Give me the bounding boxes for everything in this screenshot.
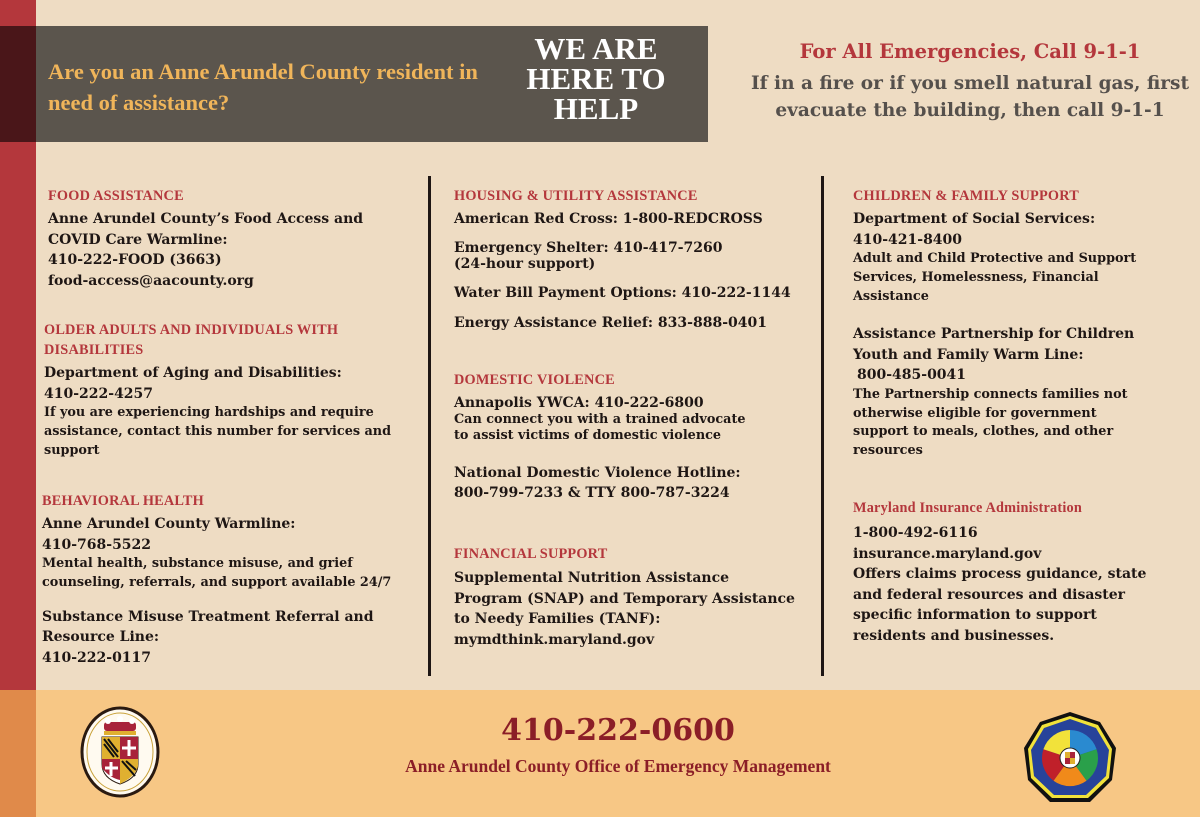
referral-name: Substance Misuse Treatment Referral and xyxy=(42,608,374,625)
header-question: Are you an Anne Arundel County resident in need of assistance? xyxy=(48,59,478,115)
emergency-notice xyxy=(740,38,1200,124)
warmline-desc: counseling, referrals, and support available 24/7 xyxy=(42,574,392,590)
aging-dept-phone: 410-222-4257 xyxy=(44,385,154,402)
referral-name: Resource Line: xyxy=(42,629,160,646)
shelter: Emergency Shelter: 410-417-7260 xyxy=(454,239,723,256)
warmline-phone: 410-768-5522 xyxy=(42,536,152,553)
footer-office-name: Anne Arundel County Office of Emergency Management xyxy=(405,756,831,776)
housing-section xyxy=(454,186,814,334)
aging-desc: If you are experiencing hardships and require xyxy=(44,405,374,420)
help-line-2: HERE TO xyxy=(526,61,666,96)
partnership-desc: resources xyxy=(853,443,923,459)
emergency-subtitle-line: If in a fire or if you smell natural gas, first xyxy=(750,73,1189,94)
water-bill: Water Bill Payment Options: 410-222-1144 xyxy=(454,284,791,301)
snap-line: Program (SNAP) and Temporary Assistance xyxy=(454,590,795,607)
food-line: Anne Arundel County’s Food Access and xyxy=(48,211,364,227)
column-divider xyxy=(821,176,824,676)
emergency-title: For All Emergencies, Call 9-1-1 xyxy=(799,40,1141,63)
help-line-1: WE ARE xyxy=(534,31,658,66)
footer xyxy=(36,690,1200,817)
food-assistance-section xyxy=(48,186,418,291)
food-line: COVID Care Warmline: xyxy=(48,231,228,248)
emergency-subtitle xyxy=(740,70,1200,124)
snap-line: Supplemental Nutrition Assistance xyxy=(454,570,730,586)
help-line-3: HELP xyxy=(553,91,639,126)
section-title: DOMESTIC VIOLENCE xyxy=(454,372,615,388)
left-accent-bar-footer xyxy=(0,690,36,817)
warmline-name: Anne Arundel County Warmline: xyxy=(42,516,296,532)
emergency-subtitle-line: evacuate the building, then call 9-1-1 xyxy=(775,100,1165,121)
aging-dept-name: Department of Aging and Disabilities: xyxy=(44,365,342,381)
ywca-desc: Can connect you with a trained advocate xyxy=(454,411,746,427)
partnership-desc: support to meals, clothes, and other xyxy=(853,424,1114,440)
snap-line: to Needy Families (TANF): xyxy=(454,611,661,627)
older-adults-section xyxy=(44,320,424,460)
dss-desc: Services, Homelessness, Financial xyxy=(853,269,1099,285)
snap-website: mymdthink.maryland.gov xyxy=(454,631,655,648)
left-accent-bar-dark xyxy=(0,26,36,142)
column-divider xyxy=(428,176,431,676)
insurance-section xyxy=(853,498,1193,646)
section-title: CHILDREN & FAMILY SUPPORT xyxy=(853,188,1079,204)
red-cross: American Red Cross: 1-800-REDCROSS xyxy=(454,211,763,227)
domestic-violence-section xyxy=(454,370,814,504)
food-phone: 410-222-FOOD (3663) xyxy=(48,252,222,268)
dss-name: Department of Social Services: xyxy=(853,211,1096,227)
section-title: FOOD ASSISTANCE xyxy=(48,188,184,204)
warmline-desc: Mental health, substance misuse, and grief xyxy=(42,556,353,571)
aging-desc: assistance, contact this number for services and xyxy=(44,423,392,439)
section-title: OLDER ADULTS AND INDIVIDUALS WITH xyxy=(44,322,339,338)
dss-desc: Assistance xyxy=(853,288,929,304)
insurance-desc: residents and businesses. xyxy=(853,627,1055,644)
insurance-desc: specific information to support xyxy=(853,607,1097,623)
hotline-phones: 800-799-7233 & TTY 800-787-3224 xyxy=(454,485,730,501)
children-family-section xyxy=(853,186,1193,461)
partnership-name: Assistance Partnership for Children xyxy=(853,326,1135,343)
section-title: DISABILITIES xyxy=(44,342,144,358)
shelter-hours: (24-hour support) xyxy=(454,256,596,272)
emergency-management-logo-icon xyxy=(1022,710,1118,806)
section-title: Maryland Insurance Administration xyxy=(853,500,1083,516)
aging-desc: support xyxy=(44,442,100,458)
ywca-desc: to assist victims of domestic violence xyxy=(454,428,722,443)
we-are-here-to-help xyxy=(496,31,696,126)
partnership-phone: 800-485-0041 xyxy=(857,367,967,384)
partnership-desc: The Partnership connects families not xyxy=(853,386,1128,402)
behavioral-health-section xyxy=(42,491,424,668)
dss-phone: 410-421-8400 xyxy=(853,231,963,248)
financial-support-section xyxy=(454,544,814,650)
food-email: food-access@aacounty.org xyxy=(48,272,254,289)
referral-phone: 410-222-0117 xyxy=(42,649,152,666)
section-title: BEHAVIORAL HEALTH xyxy=(42,493,204,509)
insurance-phone: 1-800-492-6116 xyxy=(853,525,978,541)
section-title: HOUSING & UTILITY ASSISTANCE xyxy=(454,188,698,204)
footer-phone: 410-222-0600 xyxy=(501,713,735,748)
insurance-website: insurance.maryland.gov xyxy=(853,545,1042,562)
partnership-name: Youth and Family Warm Line: xyxy=(853,346,1084,363)
partnership-desc: otherwise eligible for government xyxy=(853,405,1097,421)
insurance-desc: and federal resources and disaster xyxy=(853,586,1126,603)
section-title: FINANCIAL SUPPORT xyxy=(454,546,608,562)
ywca: Annapolis YWCA: 410-222-6800 xyxy=(454,395,704,411)
dss-desc: Adult and Child Protective and Support xyxy=(853,251,1137,266)
left-column xyxy=(48,186,418,291)
hotline-name: National Domestic Violence Hotline: xyxy=(454,464,741,481)
insurance-desc: Offers claims process guidance, state xyxy=(853,566,1147,582)
energy-assistance: Energy Assistance Relief: 833-888-0401 xyxy=(454,315,767,331)
